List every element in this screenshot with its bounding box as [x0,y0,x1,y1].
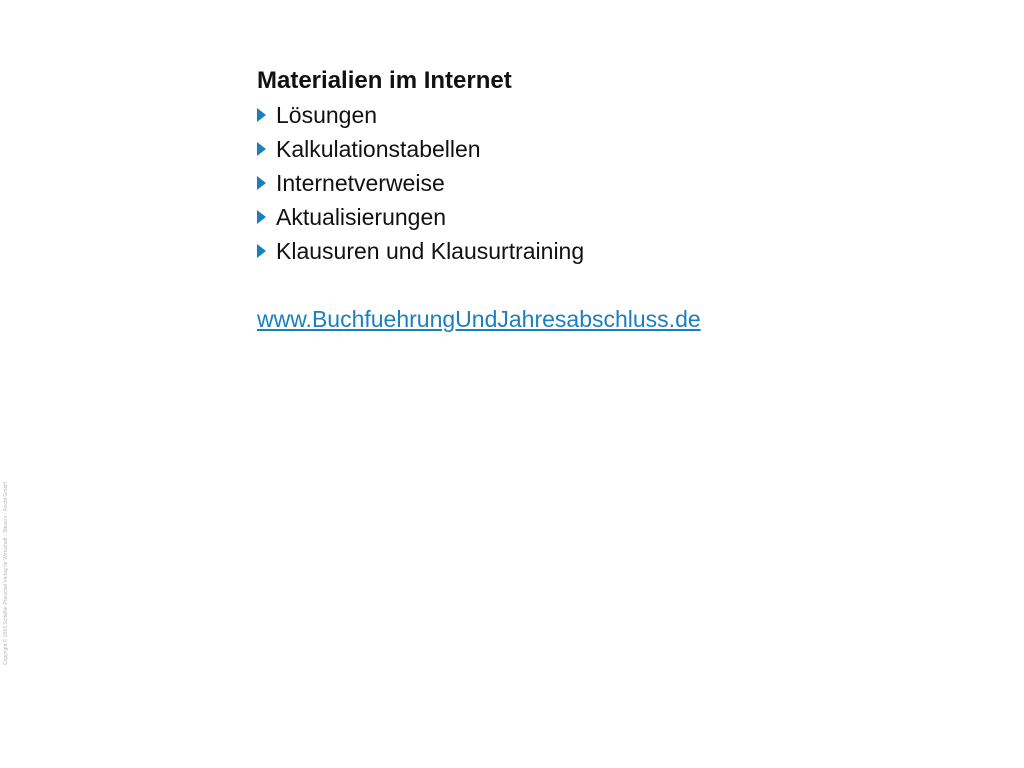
list-item [257,166,957,200]
triangle-right-icon [257,108,276,122]
list-item-label: Kalkulationstabellen [276,135,481,162]
list-item-label: Aktualisierungen [276,203,447,230]
triangle-right-icon [257,142,276,156]
slide-heading: Materialien im Internet [257,67,512,94]
list-item-label: Klausuren und Klausurtraining [276,237,585,264]
list-item [257,234,957,268]
slide-content [257,64,957,336]
triangle-right-icon [257,244,276,258]
list-item-label: Internetverweise [276,169,445,196]
list-item-label: Lösungen [276,101,378,128]
list-item [257,132,957,166]
bullet-list [257,98,957,268]
copyright-note: Copyright © 2015 Schäffer-Poeschel Verlag für Wirtschaft · Steuern · Recht GmbH [3,482,9,665]
triangle-right-icon [257,176,276,190]
triangle-right-icon [257,210,276,224]
list-item [257,200,957,234]
website-link[interactable]: www.BuchfuehrungUndJahresabschluss.de [257,306,701,332]
list-item [257,98,957,132]
